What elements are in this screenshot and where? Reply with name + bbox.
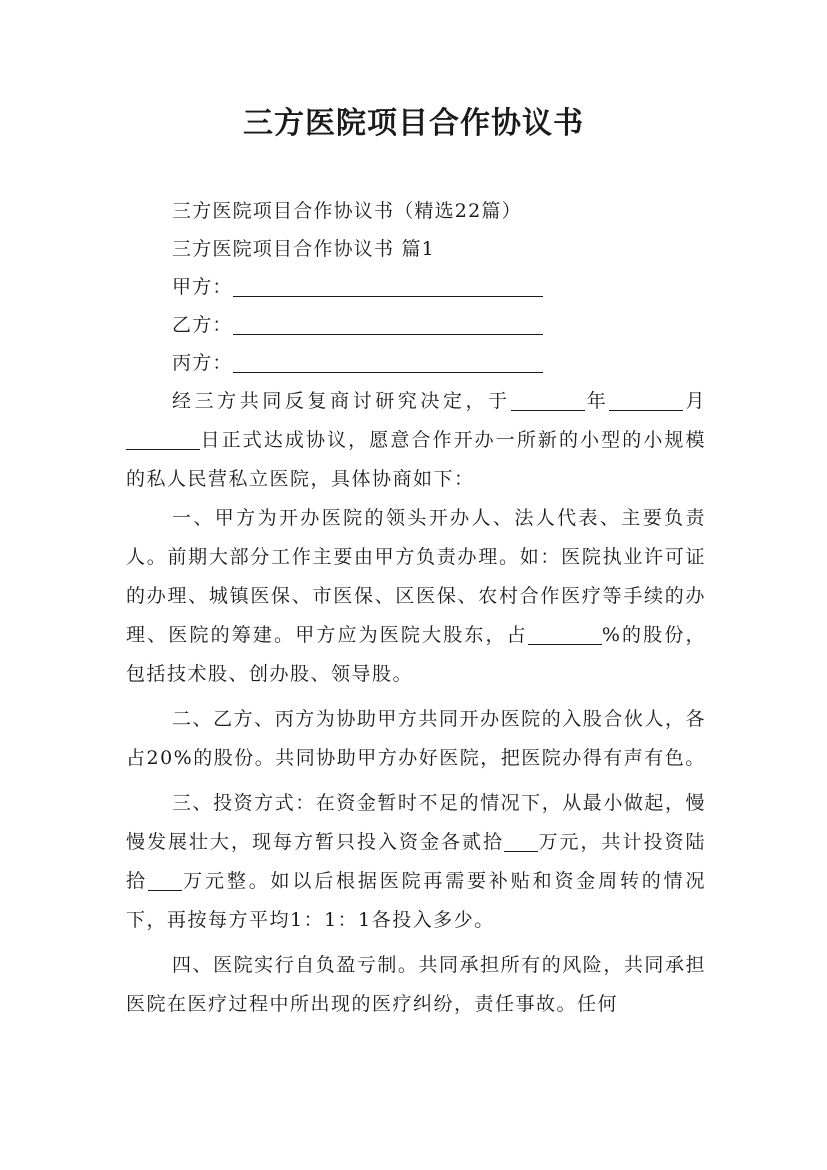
party-c-line [126,344,706,382]
party-b-blank [233,310,543,335]
document-subtitle: 三方医院项目合作协议书（精选22篇） [172,200,522,222]
document-body [126,192,706,1024]
party-a-line [126,268,706,306]
clause-1-text-2: %的股份，包括技术股、创办股、领导股。 [126,624,706,685]
investment-each-blank [504,827,538,852]
section-heading: 三方医院项目合作协议书 篇1 [172,238,435,260]
intro-text-1: 经三方共同反复商讨研究决定，于 [172,390,511,412]
clause-3-text-2: 万元，共计投资陆拾 [126,831,706,892]
clause-3-text-1: 三、投资方式：在资金暂时不足的情况下，从最小做起，慢慢发展壮大，现每方暂只投入资金各贰拾 [126,792,706,853]
party-b-line [126,306,706,344]
document-title: 三方医院项目合作协议书 [243,106,584,141]
investment-total-blank [148,866,182,891]
party-b-label: 乙方： [172,314,233,336]
intro-year: 年 [584,390,610,412]
party-c-label: 丙方： [172,352,233,374]
clause-3-paragraph [126,784,706,940]
day-blank [126,425,200,450]
intro-paragraph [126,382,706,499]
party-c-blank [233,348,543,373]
intro-month: 月 [683,390,706,412]
year-blank [511,386,585,411]
clause-1-text-1: 一、甲方为开办医院的领头开办人、法人代表、主要负责人。前期大部分工作主要由甲方负责办理。如：医院执业许可证的办理、城镇医保、市医保、区医保、农村合作医疗等手续的办理、医院的筹建。甲方应为医院大股东，占 [126,507,706,646]
clause-2-paragraph: 二、乙方、丙方为协助甲方共同开办医院的入股合伙人，各占20%的股份。共同协助甲方办好医院，把医院办得有声有色。 [126,708,706,769]
clause-3-text-3: 万元整。如以后根据医院再需要补贴和资金周转的情况下，再按每方平均1：1：1各投入多少。 [126,870,706,931]
intro-text-2: 日正式达成协议，愿意合作开办一所新的小型的小规模的私人民营私立医院，具体协商如下： [126,429,706,490]
clause-1-paragraph [126,499,706,694]
party-a-label: 甲方： [172,276,233,298]
clause-4-paragraph: 四、医院实行自负盈亏制。共同承担所有的风险，共同承担医院在医疗过程中所出现的医疗纠纷，责任事故。任何 [126,954,706,1015]
party-a-blank [233,272,543,297]
month-blank [609,386,683,411]
share-percent-blank [528,620,602,645]
